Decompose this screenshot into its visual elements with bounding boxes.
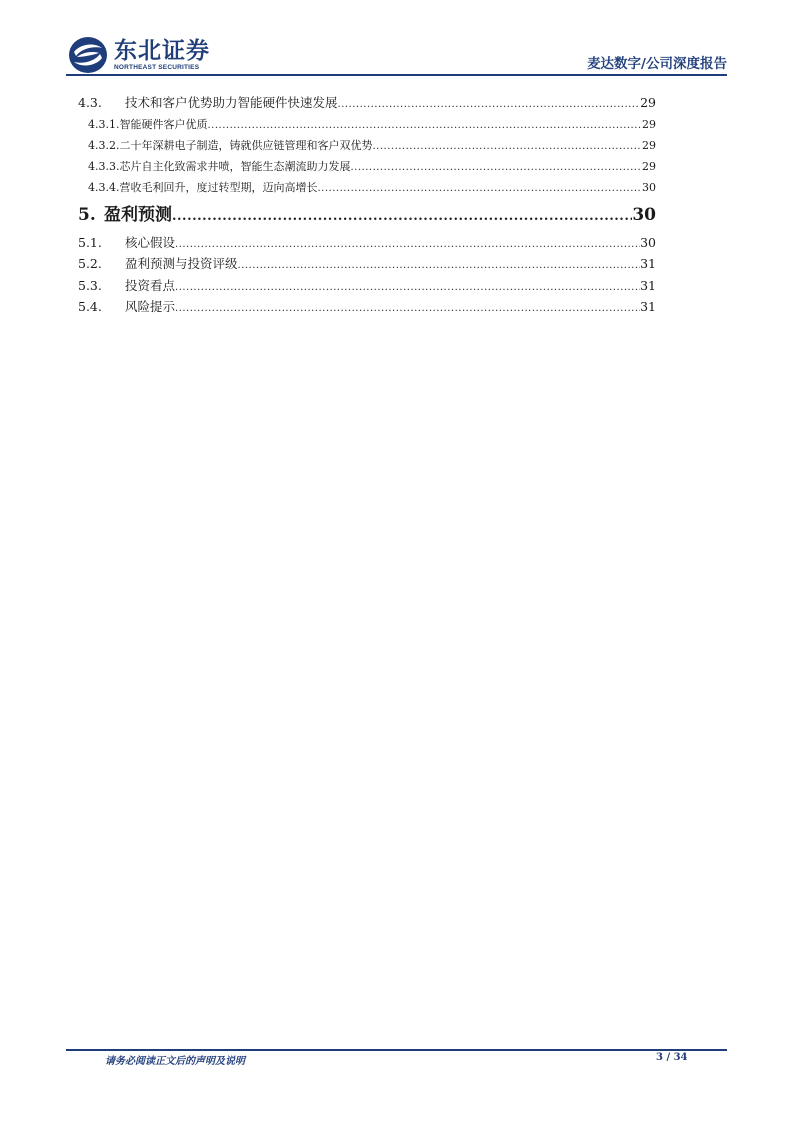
toc-entry-title: 二十年深耕电子制造，铸就供应链管理和客户双优势 <box>119 138 373 152</box>
toc-entry-title: 核心假设 <box>125 234 176 250</box>
toc-entry-number: 4.3.2. <box>88 138 120 152</box>
toc-entry[interactable] <box>78 275 656 297</box>
toc-entry-number: 5.4. <box>78 299 102 314</box>
toc-entry-number: 4.3. <box>78 95 102 110</box>
logo-chinese-name: 东北证券 <box>114 37 210 64</box>
report-title: 麦达数字/公司深度报告 <box>587 56 727 72</box>
toc-entry-title: 盈利预测 <box>104 204 172 225</box>
logo-english-name: NORTHEAST SECURITIES <box>114 63 200 71</box>
toc-leader-dots <box>318 178 643 199</box>
toc-leader-dots <box>172 201 632 232</box>
toc-entry-page: 31 <box>640 256 656 271</box>
toc-entry-title: 盈利预测与投资评级 <box>125 256 238 271</box>
toc-entry[interactable] <box>78 232 656 254</box>
toc-entry[interactable] <box>78 135 656 156</box>
toc-entry-title: 风险提示 <box>125 299 176 314</box>
header-divider <box>66 74 727 76</box>
toc-entry[interactable] <box>78 114 656 135</box>
table-of-contents <box>78 92 656 318</box>
toc-entry-page: 30 <box>642 180 656 194</box>
toc-entry-number: 5. <box>78 204 96 225</box>
toc-entry-number: 4.3.1. <box>88 117 120 131</box>
logo-emblem-icon <box>68 36 108 74</box>
toc-entry[interactable] <box>78 296 656 318</box>
toc-entry-title: 营收毛利回升，度过转型期，迈向高增长 <box>119 180 318 194</box>
toc-entry[interactable] <box>78 177 656 198</box>
toc-entry-page: 30 <box>632 204 656 225</box>
toc-entry-page: 31 <box>640 299 656 314</box>
toc-entry-number: 5.1. <box>78 234 102 250</box>
toc-entry-number: 5.2. <box>78 256 102 271</box>
toc-entry[interactable] <box>78 200 656 231</box>
toc-entry-number: 5.3. <box>78 277 102 293</box>
toc-leader-dots <box>175 298 640 320</box>
toc-entry-page: 29 <box>640 95 656 110</box>
footer-divider <box>66 1049 727 1051</box>
toc-entry-title: 投资看点 <box>125 277 176 293</box>
toc-entry-title: 技术和客户优势助力智能硬件快速发展 <box>125 95 338 110</box>
toc-entry-page: 31 <box>640 277 656 293</box>
toc-entry-number: 4.3.4. <box>88 180 120 194</box>
toc-entry[interactable] <box>78 156 656 177</box>
toc-entry-page: 29 <box>642 159 656 173</box>
toc-leader-dots <box>208 115 643 136</box>
toc-entry-title: 智能硬件客户优质 <box>119 117 208 131</box>
toc-entry[interactable] <box>78 253 656 275</box>
page-header <box>0 0 793 80</box>
toc-entry-page: 29 <box>642 117 656 131</box>
toc-entry-title: 芯片自主化致需求井喷，智能生态潮流助力发展 <box>119 159 351 173</box>
toc-entry-page: 29 <box>642 138 656 152</box>
toc-entry-page: 30 <box>640 234 656 250</box>
toc-leader-dots <box>238 255 641 277</box>
toc-leader-dots <box>351 157 643 178</box>
toc-entry-number: 4.3.3. <box>88 159 120 173</box>
company-logo <box>68 36 210 74</box>
toc-leader-dots <box>373 136 643 157</box>
toc-leader-dots <box>175 234 640 256</box>
toc-leader-dots <box>175 277 640 299</box>
toc-entry[interactable] <box>78 92 656 114</box>
footer-disclaimer: 请务必阅读正文后的声明及说明 <box>105 1056 245 1067</box>
page-number: 3 / 34 <box>656 1052 688 1063</box>
toc-leader-dots <box>338 94 641 116</box>
